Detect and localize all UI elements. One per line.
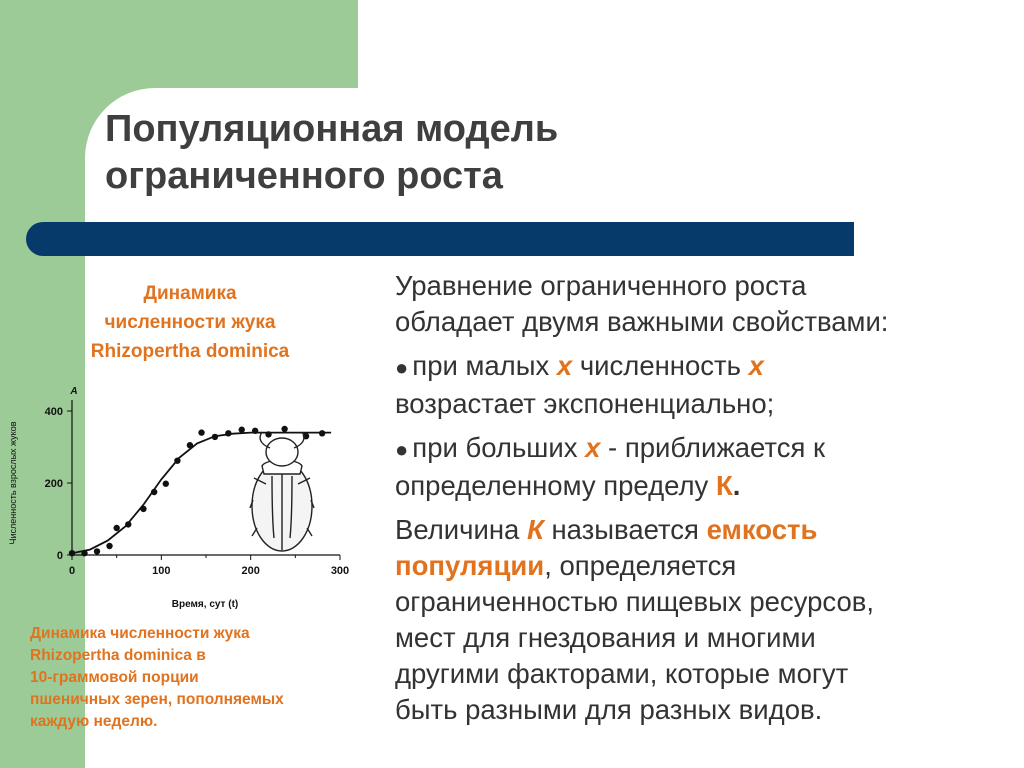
intro-paragraph: [395, 268, 1020, 340]
capacity-term-1: емкость: [706, 514, 818, 545]
main-text: [395, 268, 1020, 736]
title-line-1: Популяционная модель: [105, 108, 559, 150]
y-tick-label: 200: [44, 478, 63, 490]
description-line-2: Rhizopertha dominica в: [30, 647, 206, 664]
chart-caption-line-1: Динамика: [143, 283, 237, 304]
capacity-line-2: ограниченностью пищевых ресурсов,: [395, 586, 874, 617]
bullet-dot-icon: ●: [395, 355, 409, 380]
x-tick-label: 0: [68, 565, 76, 577]
capacity-term-2: популяции: [395, 550, 545, 581]
slide-title: [105, 106, 805, 200]
description-line-1: Динамика численности жука: [30, 625, 250, 642]
bullet-large-x: [395, 430, 1020, 504]
intro-line-2: обладает двумя важными свойствами:: [395, 306, 889, 337]
chart-caption-line-3: Rhizopertha dominica: [90, 341, 290, 362]
data-point: [239, 427, 245, 433]
x-tick-label: 100: [152, 565, 171, 577]
y-axis-label: Численность взрослых жуков: [8, 421, 18, 545]
capacity-line-3: мест для гнездования и многими: [395, 622, 816, 653]
capacity-var-k: К: [526, 514, 544, 545]
x-tick-label: 300: [330, 565, 350, 577]
x-axis-label: Время, сут (t): [171, 599, 239, 610]
data-point: [163, 481, 169, 487]
bullet2-period: .: [732, 470, 741, 501]
title-line-2: ограниченного роста: [105, 155, 503, 197]
beetle-illustration: [250, 432, 314, 551]
bullet2-var-k: К: [715, 470, 733, 501]
chart-description: [30, 623, 370, 733]
data-point: [94, 548, 100, 554]
description-line-5: каждую неделю.: [30, 713, 158, 730]
capacity-text-c: , определяется: [544, 550, 737, 581]
capacity-paragraph: [395, 512, 1020, 728]
bullet-small-x: [395, 348, 1020, 422]
y-axis-top-label: A: [70, 386, 78, 397]
bullet-dot-icon: ●: [395, 437, 409, 462]
bullet2-var-x: х: [585, 432, 601, 463]
y-tick-label: 0: [56, 550, 63, 562]
capacity-text-a: Величина: [395, 514, 527, 545]
bullet1-text-c: возрастает экспоненциально;: [395, 388, 775, 419]
population-chart: [0, 378, 360, 618]
description-line-3: 10-граммовой порции: [30, 669, 199, 686]
capacity-line-5: быть разными для разных видов.: [395, 694, 823, 725]
data-point: [198, 429, 204, 435]
data-point: [106, 543, 112, 549]
title-divider-bar: [26, 222, 854, 256]
capacity-line-4: другими факторами, которые могут: [395, 658, 849, 689]
x-tick-label: 200: [241, 565, 260, 577]
bullet2-text-c: определенному пределу: [395, 470, 716, 501]
capacity-text-b: называется: [543, 514, 707, 545]
y-tick-label: 400: [44, 406, 63, 418]
bullet2-text-a: при больших: [412, 432, 586, 463]
bullet2-text-b: - приближается к: [600, 432, 826, 463]
bullet1-var-x: х: [556, 350, 573, 381]
data-point: [113, 525, 119, 531]
description-line-4: пшеничных зерен, пополняемых: [30, 691, 284, 708]
bullet1-var-x-2: х: [748, 350, 764, 381]
bullet1-text-a: при малых: [412, 350, 557, 381]
chart-caption-line-2: численности жука: [104, 312, 276, 333]
chart-caption: [40, 279, 340, 366]
bullet1-text-b: численность: [572, 350, 749, 381]
intro-line-1: Уравнение ограниченного роста: [395, 270, 807, 301]
data-point: [281, 426, 287, 432]
